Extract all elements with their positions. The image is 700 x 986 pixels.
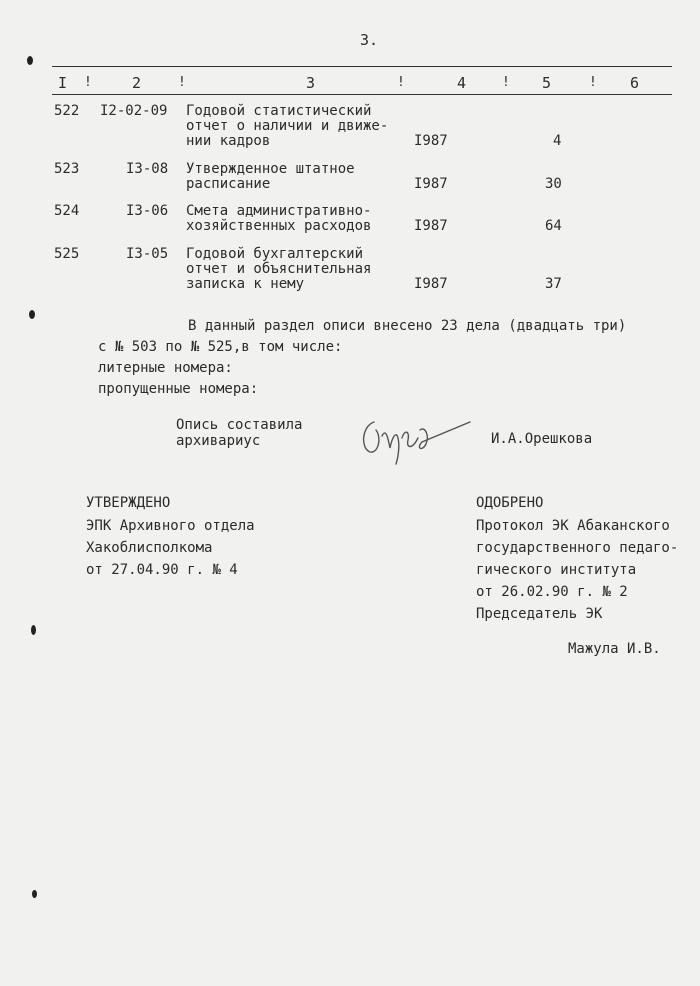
- handwritten-signature: [352, 408, 482, 468]
- row-year: I987: [414, 176, 448, 192]
- row-title-line: Смета административно-: [186, 203, 372, 219]
- row-title-line: записка к нему: [186, 276, 305, 292]
- summary-line: литерные номера:: [98, 360, 233, 376]
- row-count: 4: [553, 133, 562, 149]
- table-top-rule: [52, 66, 672, 67]
- row-count: 64: [545, 218, 562, 234]
- row-year: I987: [414, 218, 448, 234]
- page-number: 3.: [360, 31, 379, 49]
- row-year: I987: [414, 276, 448, 292]
- endorsed-line: Председатель ЭК: [476, 606, 603, 622]
- row-number: 523: [54, 161, 80, 177]
- row-title-line: нии кадров: [186, 133, 271, 149]
- row-count: 30: [545, 176, 562, 192]
- compiler-name: И.А.Орешкова: [491, 431, 593, 447]
- endorsed-chair: Мажула И.В.: [568, 641, 661, 657]
- approved-title: УТВЕРЖДЕНО: [86, 495, 171, 511]
- row-count: 37: [545, 276, 562, 292]
- endorsed-line: гического института: [476, 562, 637, 578]
- row-title-line: отчет и объяснительная: [186, 261, 372, 277]
- compiler-role: архивариус: [176, 433, 261, 449]
- summary-line: пропущенные номера:: [98, 381, 259, 397]
- column-header-5: 5: [542, 74, 552, 92]
- endorsed-line: государственного педаго-: [476, 540, 679, 556]
- row-title-line: отчет о наличии и движе-: [186, 118, 389, 134]
- binder-hole-mark: [29, 310, 35, 319]
- row-code: I3-05: [126, 246, 169, 262]
- column-header-1: I: [58, 74, 68, 92]
- column-separator: !: [178, 75, 186, 90]
- column-separator: !: [589, 75, 597, 90]
- column-separator: !: [84, 75, 92, 90]
- row-number: 522: [54, 103, 80, 119]
- summary-line: В данный раздел описи внесено 23 дела (двадцать три): [188, 318, 627, 334]
- column-header-3: 3: [306, 74, 316, 92]
- column-header-2: 2: [132, 74, 142, 92]
- row-title-line: Годовой статистический: [186, 103, 372, 119]
- row-number: 525: [54, 246, 80, 262]
- endorsed-line: от 26.02.90 г. № 2: [476, 584, 628, 600]
- summary-line: с № 503 по № 525,в том числе:: [98, 339, 343, 355]
- binder-hole-mark: [31, 625, 36, 635]
- approved-line: Хакоблисполкома: [86, 540, 213, 556]
- row-code: I2-02-09: [100, 103, 168, 119]
- column-separator: !: [397, 75, 405, 90]
- row-title-line: Утвержденное штатное: [186, 161, 355, 177]
- row-code: I3-08: [126, 161, 169, 177]
- row-number: 524: [54, 203, 80, 219]
- row-title-line: Годовой бухгалтерский: [186, 246, 364, 262]
- row-title-line: хозяйственных расходов: [186, 218, 372, 234]
- column-header-6: 6: [630, 74, 640, 92]
- column-header-4: 4: [457, 74, 467, 92]
- binder-hole-mark: [27, 56, 33, 65]
- approved-line: от 27.04.90 г. № 4: [86, 562, 238, 578]
- row-year: I987: [414, 133, 448, 149]
- endorsed-title: ОДОБРЕНО: [476, 495, 544, 511]
- column-separator: !: [502, 75, 510, 90]
- binder-hole-mark: [32, 890, 37, 898]
- endorsed-line: Протокол ЭК Абаканского: [476, 518, 670, 534]
- row-title-line: расписание: [186, 176, 271, 192]
- table-header-rule: [52, 94, 672, 95]
- approved-line: ЭПК Архивного отдела: [86, 518, 255, 534]
- compiler-line: Опись составила: [176, 417, 303, 433]
- row-code: I3-06: [126, 203, 169, 219]
